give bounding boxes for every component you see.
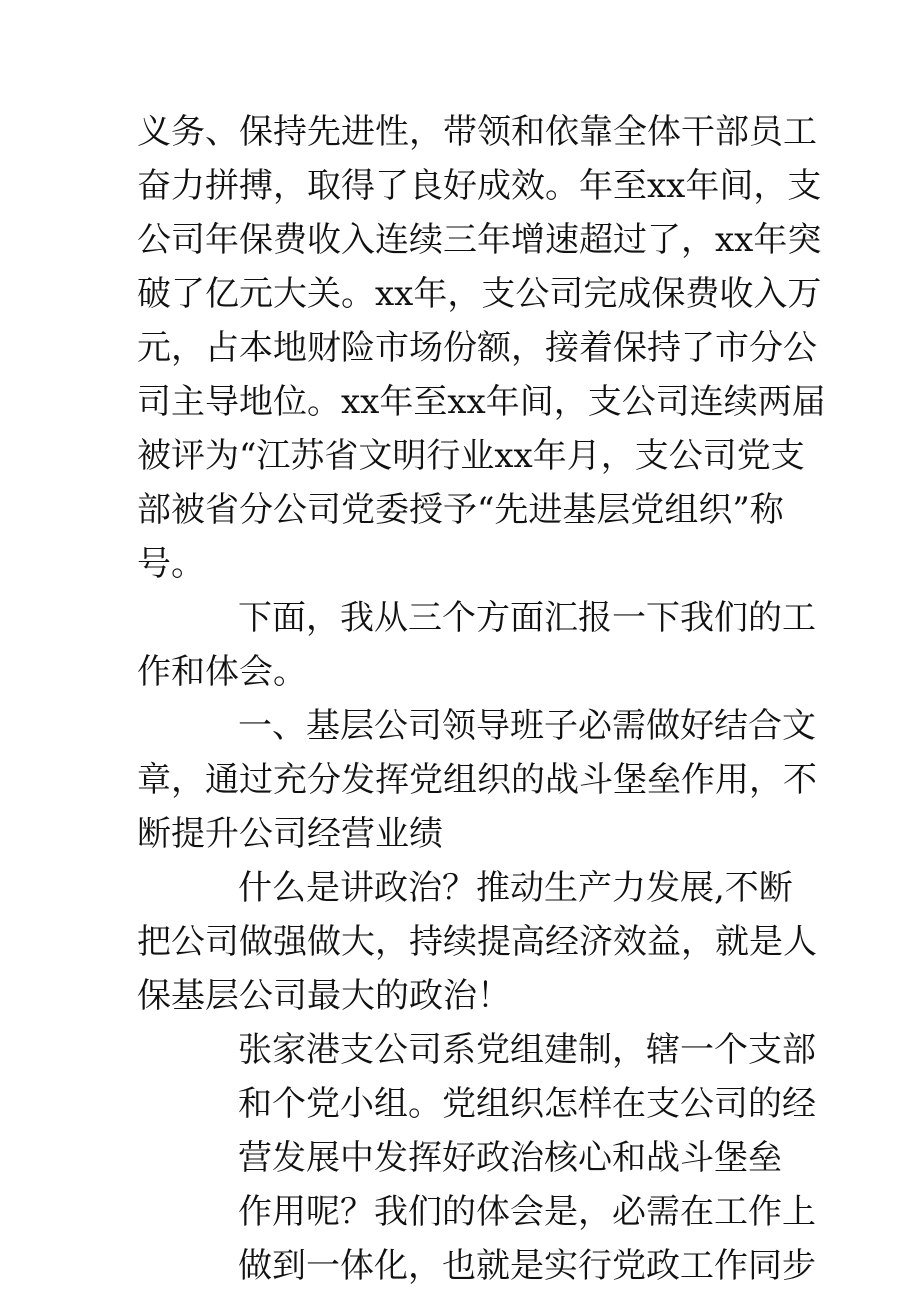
text-line: 号。: [137, 544, 205, 584]
text-line: 保基层公司最大的政治！: [137, 976, 511, 1016]
text-line: 作和体会。: [137, 652, 307, 692]
text-line: 司主导地位。xx年至xx年间，支公司连续两届: [137, 382, 826, 422]
text-line: 下面，我从三个方面汇报一下我们的工: [238, 598, 816, 638]
text-line: 义务、保持先进性，带领和依靠全体干部员工: [137, 112, 817, 152]
text-line: 被评为“江苏省文明行业xx年月，支公司党支: [137, 436, 805, 476]
text-line: 破了亿元大关。xx年，支公司完成保费收入万: [137, 274, 822, 314]
text-line: 作用呢？我们的体会是，必需在工作上: [238, 1192, 816, 1232]
text-line: 营发展中发挥好政治核心和战斗堡垒: [238, 1138, 782, 1178]
section-heading: 章，通过充分发挥党组织的战斗堡垒作用，不: [137, 760, 817, 800]
text-line: 张家港支公司系党组建制，辖一个支部: [238, 1030, 816, 1070]
text-line: 部被省分公司党委授予“先进基层党组织”称: [137, 490, 784, 530]
text-line: 奋力拼搏，取得了良好成效。年至xx年间，支: [137, 166, 822, 206]
text-line: 公司年保费收入连续三年增速超过了，xx年突: [137, 220, 822, 260]
text-line: 把公司做强做大，持续提高经济效益，就是人: [137, 922, 817, 962]
section-heading: 一、基层公司领导班子必需做好结合文: [238, 706, 816, 746]
text-line: 做到一体化，也就是实行党政工作同步: [238, 1246, 816, 1286]
text-line: 和个党小组。党组织怎样在支公司的经: [238, 1084, 816, 1124]
section-heading: 断提升公司经营业绩: [137, 814, 443, 854]
text-line: 元，占本地财险市场份额，接着保持了市分公: [137, 328, 817, 368]
text-line: 什么是讲政治？推动生产力发展,不断: [238, 868, 793, 908]
